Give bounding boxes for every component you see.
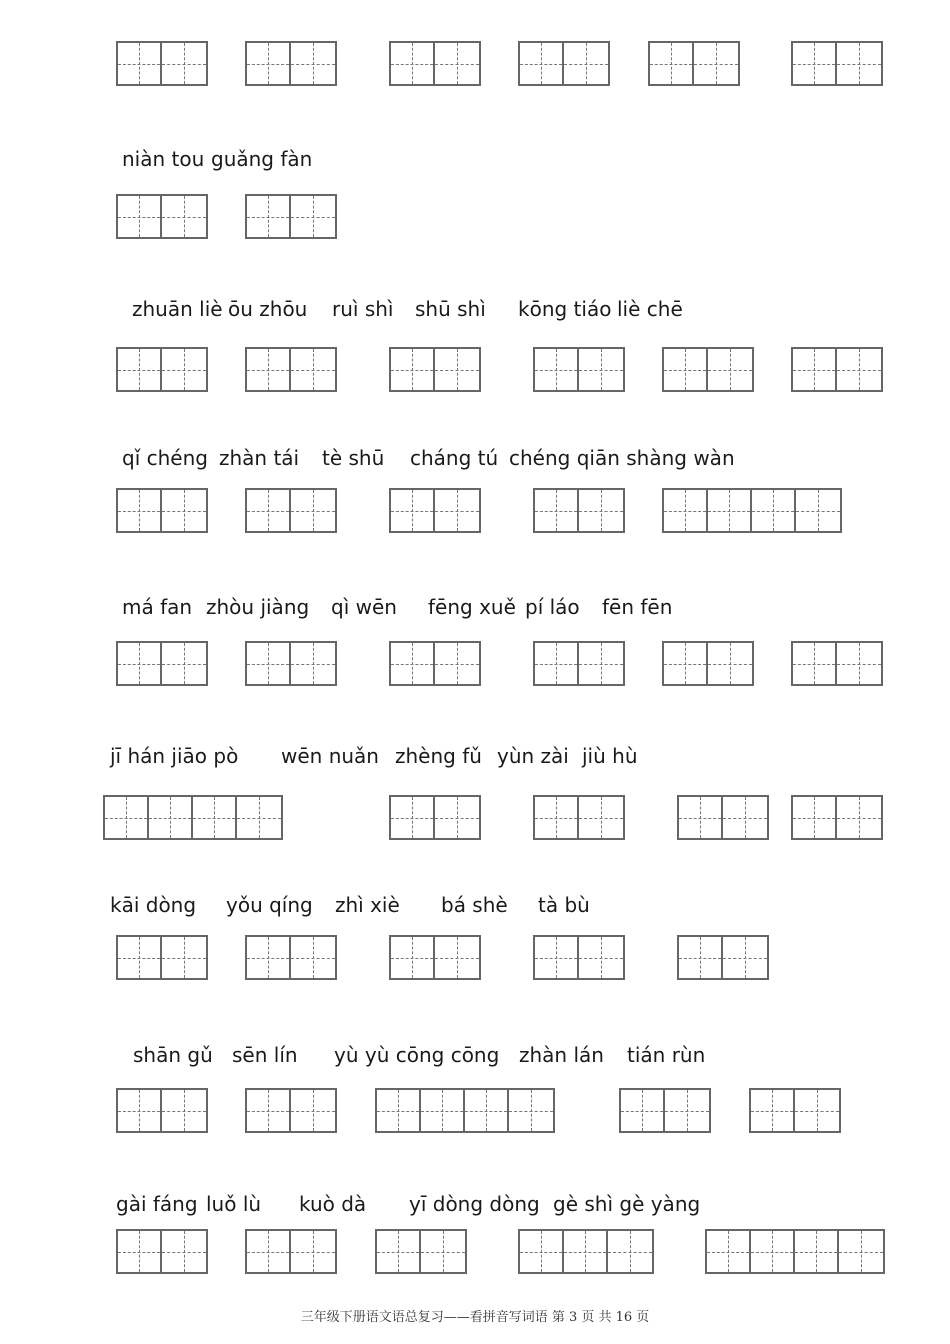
character-cell[interactable]	[391, 490, 435, 531]
character-cell[interactable]	[118, 1231, 162, 1272]
character-cell[interactable]	[291, 643, 335, 684]
character-cell[interactable]	[162, 643, 206, 684]
pinyin-label: pí láo	[525, 595, 580, 619]
character-cell[interactable]	[579, 643, 623, 684]
pinyin-label: shān gǔ	[133, 1043, 213, 1067]
character-cell[interactable]	[118, 643, 162, 684]
character-cell[interactable]	[752, 490, 796, 531]
writing-grid[interactable]	[619, 1088, 711, 1133]
character-cell[interactable]	[291, 349, 335, 390]
character-cell[interactable]	[291, 490, 335, 531]
character-cell[interactable]	[837, 643, 881, 684]
pinyin-label: zhuān liè	[132, 297, 223, 321]
character-cell[interactable]	[391, 43, 435, 84]
character-cell[interactable]	[535, 490, 579, 531]
character-cell[interactable]	[391, 797, 435, 838]
character-cell[interactable]	[679, 797, 723, 838]
character-cell[interactable]	[707, 1231, 751, 1272]
character-cell[interactable]	[247, 196, 291, 237]
writing-grid[interactable]	[677, 795, 769, 840]
character-cell[interactable]	[391, 643, 435, 684]
writing-grid[interactable]	[116, 935, 208, 980]
character-cell[interactable]	[793, 349, 837, 390]
pinyin-label: tè shū	[322, 446, 385, 470]
character-cell[interactable]	[162, 43, 206, 84]
writing-grid[interactable]	[518, 41, 610, 86]
character-cell[interactable]	[237, 797, 281, 838]
writing-grid[interactable]	[749, 1088, 841, 1133]
writing-grid[interactable]	[533, 488, 625, 533]
character-cell[interactable]	[751, 1090, 795, 1131]
writing-grid[interactable]	[677, 935, 769, 980]
character-cell[interactable]	[509, 1090, 553, 1131]
writing-grid[interactable]	[662, 641, 754, 686]
pinyin-label: zhòu jiàng	[206, 595, 310, 619]
character-cell[interactable]	[105, 797, 149, 838]
writing-grid[interactable]	[389, 641, 481, 686]
pinyin-label: zhàn lán	[519, 1043, 604, 1067]
character-cell[interactable]	[793, 43, 837, 84]
writing-grid[interactable]	[245, 641, 337, 686]
character-cell[interactable]	[751, 1231, 795, 1272]
writing-grid[interactable]	[662, 488, 842, 533]
pinyin-label: cháng tú	[410, 446, 499, 470]
character-cell[interactable]	[579, 797, 623, 838]
pinyin-label: tián rùn	[627, 1043, 706, 1067]
pinyin-label: yī dòng dòng	[409, 1192, 540, 1216]
pinyin-label: jī hán jiāo pò	[110, 744, 239, 768]
pinyin-label: chéng qiān shàng wàn	[509, 446, 735, 470]
character-cell[interactable]	[650, 43, 694, 84]
writing-grid[interactable]	[389, 935, 481, 980]
character-cell[interactable]	[664, 490, 708, 531]
writing-grid[interactable]	[518, 1229, 654, 1274]
character-cell[interactable]	[247, 1090, 291, 1131]
character-cell[interactable]	[621, 1090, 665, 1131]
character-cell[interactable]	[435, 490, 479, 531]
character-cell[interactable]	[247, 1231, 291, 1272]
character-cell[interactable]	[435, 643, 479, 684]
character-cell[interactable]	[839, 1231, 883, 1272]
character-cell[interactable]	[291, 43, 335, 84]
pinyin-label: zhàn tái	[219, 446, 300, 470]
character-cell[interactable]	[435, 797, 479, 838]
pinyin-label: qì wēn	[331, 595, 397, 619]
writing-grid[interactable]	[116, 41, 208, 86]
writing-grid[interactable]	[245, 1229, 337, 1274]
character-cell[interactable]	[377, 1231, 421, 1272]
pinyin-label: niàn tou	[122, 147, 205, 171]
character-cell[interactable]	[377, 1090, 421, 1131]
pinyin-label: zhì xiè	[335, 893, 400, 917]
character-cell[interactable]	[162, 349, 206, 390]
writing-grid[interactable]	[389, 347, 481, 392]
character-cell[interactable]	[291, 1231, 335, 1272]
page-footer: 三年级下册语文语总复习——看拼音写词语 第 3 页 共 16 页	[300, 1310, 650, 1325]
writing-grid[interactable]	[791, 347, 883, 392]
character-cell[interactable]	[708, 490, 752, 531]
writing-grid[interactable]	[791, 641, 883, 686]
character-cell[interactable]	[118, 349, 162, 390]
character-cell[interactable]	[247, 349, 291, 390]
writing-grid[interactable]	[245, 347, 337, 392]
writing-grid[interactable]	[116, 347, 208, 392]
character-cell[interactable]	[579, 937, 623, 978]
pinyin-label: tà bù	[538, 893, 590, 917]
pinyin-label: liè chē	[617, 297, 683, 321]
character-cell[interactable]	[435, 937, 479, 978]
writing-grid[interactable]	[533, 795, 625, 840]
character-cell[interactable]	[837, 43, 881, 84]
character-cell[interactable]	[837, 797, 881, 838]
writing-grid[interactable]	[245, 488, 337, 533]
writing-grid[interactable]	[245, 194, 337, 239]
pinyin-label: shū shì	[415, 297, 486, 321]
character-cell[interactable]	[291, 196, 335, 237]
pinyin-label: yǒu qíng	[226, 893, 313, 917]
pinyin-label: gè shì gè yàng	[553, 1192, 701, 1216]
character-cell[interactable]	[435, 349, 479, 390]
pinyin-label: gài fáng	[116, 1192, 198, 1216]
writing-grid[interactable]	[791, 795, 883, 840]
character-cell[interactable]	[149, 797, 193, 838]
character-cell[interactable]	[118, 1090, 162, 1131]
character-cell[interactable]	[247, 43, 291, 84]
writing-grid[interactable]	[116, 488, 208, 533]
character-cell[interactable]	[391, 937, 435, 978]
character-cell[interactable]	[837, 349, 881, 390]
character-cell[interactable]	[162, 937, 206, 978]
character-cell[interactable]	[118, 43, 162, 84]
character-cell[interactable]	[796, 490, 840, 531]
writing-grid[interactable]	[245, 1088, 337, 1133]
writing-grid[interactable]	[662, 347, 754, 392]
character-cell[interactable]	[793, 797, 837, 838]
pinyin-label: wēn nuǎn	[281, 744, 379, 768]
pinyin-label: ruì shì	[332, 297, 394, 321]
character-cell[interactable]	[291, 1090, 335, 1131]
character-cell[interactable]	[723, 797, 767, 838]
character-cell[interactable]	[708, 643, 752, 684]
writing-grid[interactable]	[116, 1229, 208, 1274]
writing-grid[interactable]	[389, 795, 481, 840]
character-cell[interactable]	[247, 937, 291, 978]
character-cell[interactable]	[162, 1231, 206, 1272]
character-cell[interactable]	[723, 937, 767, 978]
character-cell[interactable]	[520, 43, 564, 84]
character-cell[interactable]	[795, 1231, 839, 1272]
pinyin-label: ōu zhōu	[228, 297, 308, 321]
pinyin-label: fēn fēn	[602, 595, 673, 619]
pinyin-label: sēn lín	[232, 1043, 298, 1067]
pinyin-label: má fan	[122, 595, 193, 619]
writing-grid[interactable]	[375, 1229, 467, 1274]
character-cell[interactable]	[535, 349, 579, 390]
pinyin-label: yù yù cōng cōng	[334, 1043, 500, 1067]
character-cell[interactable]	[465, 1090, 509, 1131]
character-cell[interactable]	[694, 43, 738, 84]
pinyin-label: luǒ lù	[206, 1192, 262, 1216]
character-cell[interactable]	[162, 1090, 206, 1131]
pinyin-label: bá shè	[441, 893, 508, 917]
writing-grid[interactable]	[533, 347, 625, 392]
pinyin-label: kāi dòng	[110, 893, 197, 917]
character-cell[interactable]	[793, 643, 837, 684]
character-cell[interactable]	[118, 490, 162, 531]
character-cell[interactable]	[535, 643, 579, 684]
writing-grid[interactable]	[705, 1229, 885, 1274]
writing-grid[interactable]	[116, 1088, 208, 1133]
character-cell[interactable]	[247, 643, 291, 684]
writing-grid[interactable]	[648, 41, 740, 86]
character-cell[interactable]	[664, 643, 708, 684]
pinyin-label: qǐ chéng	[122, 446, 208, 470]
pinyin-label: zhèng fǔ	[395, 744, 482, 768]
character-cell[interactable]	[118, 196, 162, 237]
character-cell[interactable]	[421, 1231, 465, 1272]
character-cell[interactable]	[162, 490, 206, 531]
writing-grid[interactable]	[389, 41, 481, 86]
pinyin-label: kōng tiáo	[518, 297, 612, 321]
character-cell[interactable]	[391, 349, 435, 390]
pinyin-label: yùn zài	[497, 744, 569, 768]
writing-grid[interactable]	[533, 935, 625, 980]
character-cell[interactable]	[535, 797, 579, 838]
character-cell[interactable]	[579, 490, 623, 531]
writing-grid[interactable]	[375, 1088, 555, 1133]
character-cell[interactable]	[421, 1090, 465, 1131]
character-cell[interactable]	[795, 1090, 839, 1131]
pinyin-label: fēng xuě	[428, 595, 516, 619]
character-cell[interactable]	[247, 490, 291, 531]
character-cell[interactable]	[291, 937, 335, 978]
writing-grid[interactable]	[533, 641, 625, 686]
character-cell[interactable]	[118, 937, 162, 978]
character-cell[interactable]	[193, 797, 237, 838]
character-cell[interactable]	[664, 349, 708, 390]
character-cell[interactable]	[535, 937, 579, 978]
pinyin-label: jiù hù	[582, 744, 638, 768]
writing-grid[interactable]	[103, 795, 283, 840]
character-cell[interactable]	[520, 1231, 564, 1272]
character-cell[interactable]	[564, 1231, 608, 1272]
character-cell[interactable]	[162, 196, 206, 237]
character-cell[interactable]	[608, 1231, 652, 1272]
writing-grid[interactable]	[116, 194, 208, 239]
character-cell[interactable]	[435, 43, 479, 84]
pinyin-label: guǎng fàn	[211, 147, 313, 171]
pinyin-label: kuò dà	[299, 1192, 367, 1216]
character-cell[interactable]	[564, 43, 608, 84]
character-cell[interactable]	[579, 349, 623, 390]
character-cell[interactable]	[708, 349, 752, 390]
writing-grid[interactable]	[389, 488, 481, 533]
character-cell[interactable]	[679, 937, 723, 978]
writing-grid[interactable]	[791, 41, 883, 86]
writing-grid[interactable]	[116, 641, 208, 686]
character-cell[interactable]	[665, 1090, 709, 1131]
writing-grid[interactable]	[245, 41, 337, 86]
writing-grid[interactable]	[245, 935, 337, 980]
